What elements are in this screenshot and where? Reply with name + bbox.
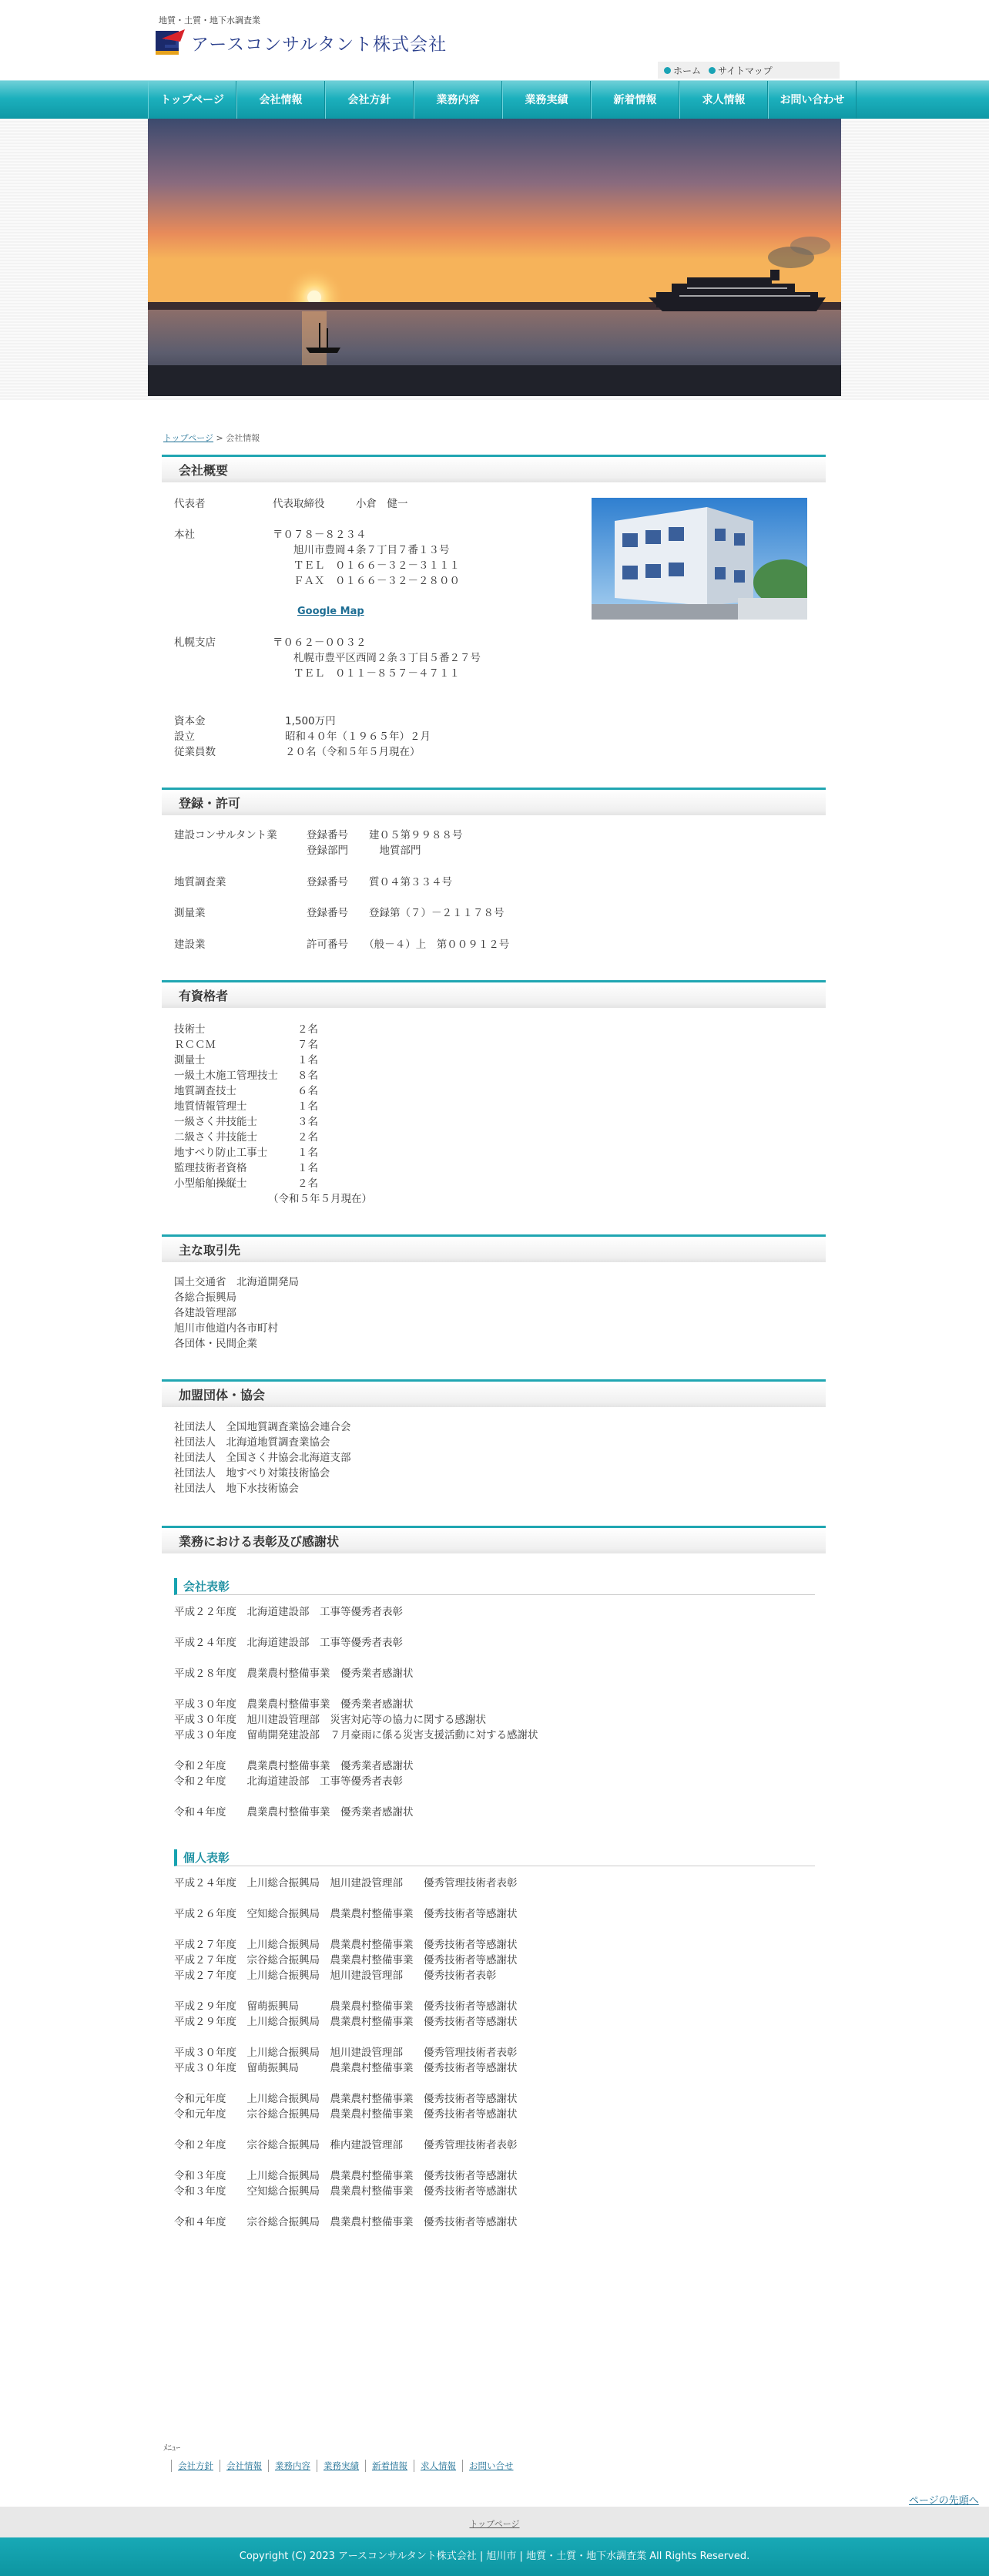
footer-menu-label: ﾒﾆｭｰ bbox=[163, 2443, 180, 2453]
nav-company-info[interactable]: 会社情報 bbox=[236, 81, 325, 119]
site-logo[interactable] bbox=[154, 28, 447, 57]
award-entry: 平成３０年度 農業農村整備事業 優秀業者感謝状 平成３０年度 旭川建設管理部 災害対応等の協力に関する感謝状 平成３０年度 留萌開発建設部 ７月豪雨に係る災害支援活動に対する感謝状 bbox=[174, 1698, 538, 1741]
section-heading-associations: 加盟団体・協会 bbox=[162, 1379, 826, 1407]
nav-news[interactable]: 新着情報 bbox=[591, 81, 679, 119]
breadcrumb bbox=[163, 432, 260, 444]
footer-link-recruit[interactable]: 求人情報 bbox=[414, 2460, 462, 2472]
qualification-name: 一級さく井技能士 bbox=[174, 1116, 257, 1128]
hq-label: 本社 bbox=[174, 529, 195, 541]
footer-link-policy[interactable]: 会社方針 bbox=[171, 2460, 220, 2472]
qualification-count: ６名 bbox=[297, 1085, 318, 1097]
qualification-count: ２名 bbox=[297, 1131, 318, 1144]
sitemap-link[interactable]: サイトマップ bbox=[709, 64, 773, 77]
section-heading-overview: 会社概要 bbox=[162, 455, 826, 482]
capital-label: 資本金 bbox=[174, 715, 206, 727]
section-heading-registration: 登録・許可 bbox=[162, 788, 826, 815]
qualification-count: １名 bbox=[297, 1054, 318, 1066]
founded-label: 設立 bbox=[174, 730, 195, 743]
hero-sunset-image bbox=[148, 119, 841, 396]
branch-label: 札幌支店 bbox=[174, 636, 216, 649]
award-entry: 平成２２年度 北海道建設部 工事等優秀者表彰 bbox=[174, 1606, 403, 1618]
award-entry: 平成２８年度 農業農村整備事業 優秀業者感謝状 bbox=[174, 1668, 414, 1680]
award-entry: 令和４年度 宗谷総合振興局 農業農村整備事業 優秀技術者等感謝状 bbox=[174, 2216, 518, 2228]
qualification-count: １名 bbox=[297, 1162, 318, 1174]
office-building-photo bbox=[592, 498, 807, 620]
footer-link-results[interactable]: 業務実績 bbox=[317, 2460, 365, 2472]
site-header bbox=[0, 0, 989, 80]
global-nav bbox=[0, 80, 989, 119]
award-entry: 令和４年度 農業農村整備事業 優秀業者感謝状 bbox=[174, 1806, 414, 1819]
footer-top-bar bbox=[0, 2507, 989, 2537]
hero-area bbox=[0, 119, 989, 400]
company-name: アースコンサルタント株式会社 bbox=[191, 34, 448, 55]
company-logo-mark-icon bbox=[154, 28, 186, 57]
employees-value: ２０名（令和５年５月現在） bbox=[285, 746, 421, 758]
home-bullet-icon bbox=[664, 67, 671, 74]
registration-label-consultant: 建設コンサルタント業 bbox=[174, 829, 277, 841]
breadcrumb-home-link[interactable]: トップページ bbox=[163, 433, 214, 443]
subheading-personal-awards: 個人表彰 bbox=[174, 1849, 815, 1866]
award-entry: 平成３０年度 上川総合振興局 旭川建設管理部 優秀管理技術者表彰 平成３０年度 留萌振興局 農業農村整備事業 優秀技術者等感謝状 bbox=[174, 2047, 518, 2074]
qualification-name: 監理技術者資格 bbox=[174, 1162, 247, 1174]
qualification-name: 地すべり防止工事士 bbox=[174, 1147, 268, 1159]
award-entry: 平成２４年度 上川総合振興局 旭川建設管理部 優秀管理技術者表彰 bbox=[174, 1877, 518, 1889]
footer-nav bbox=[171, 2460, 520, 2472]
registration-value-consultant: 登録番号 建０５第９９８８号 登録部門 地質部門 bbox=[307, 829, 463, 857]
qualification-count: １名 bbox=[297, 1100, 318, 1113]
utility-links bbox=[658, 62, 840, 79]
founded-value: 昭和４０年（１９６５年）２月 bbox=[285, 730, 431, 743]
qualification-count: ３名 bbox=[297, 1116, 318, 1128]
breadcrumb-current: 会社情報 bbox=[226, 433, 260, 443]
award-entry: 令和２年度 農業農村整備事業 優秀業者感謝状 令和２年度 北海道建設部 工事等優秀者表彰 bbox=[174, 1760, 414, 1788]
registration-value-geo: 登録番号 質０４第３３４号 bbox=[307, 876, 452, 888]
clients-list: 国土交通省 北海道開発局 各総合振興局 各建設管理部 旭川市他道内各市町村 各団体・民間企業 bbox=[174, 1276, 299, 1350]
qualified-note: （令和５年５月現在） bbox=[268, 1193, 372, 1205]
employees-label: 従業員数 bbox=[174, 746, 216, 758]
award-entry: 令和２年度 宗谷総合振興局 稚内建設管理部 優秀管理技術者表彰 bbox=[174, 2139, 518, 2151]
qualification-count: ２名 bbox=[297, 1177, 318, 1190]
section-heading-clients: 主な取引先 bbox=[162, 1234, 826, 1262]
qualification-name: 一級土木施工管理技士 bbox=[174, 1070, 278, 1082]
sitemap-bullet-icon bbox=[709, 67, 716, 74]
branch-address: 〒０６２－００３２ 札幌市豊平区西岡２条３丁目５番２７号 ＴＥＬ ０１１－８５７－４７１１ bbox=[273, 636, 481, 680]
qualification-name: 地質調査技士 bbox=[174, 1085, 236, 1097]
award-entry: 平成２７年度 上川総合振興局 農業農村整備事業 優秀技術者等感謝状 平成２７年度 宗谷総合振興局 農業農村整備事業 優秀技術者等感謝状 平成２７年度 上川総合振興局 旭川建設管理部 優秀技術者表彰 bbox=[174, 1939, 518, 1982]
rep-label: 代表者 bbox=[174, 498, 206, 510]
qualification-name: 地質情報管理士 bbox=[174, 1100, 247, 1113]
registration-label-construction: 建設業 bbox=[174, 939, 206, 951]
registration-label-survey: 測量業 bbox=[174, 907, 206, 919]
nav-contact[interactable]: お問い合わせ bbox=[768, 81, 857, 119]
award-entry: 令和元年度 上川総合振興局 農業農村整備事業 優秀技術者等感謝状 令和元年度 宗谷総合振興局 農業農村整備事業 優秀技術者等感謝状 bbox=[174, 2093, 518, 2121]
hq-address: 〒０７８－８２３４ 旭川市豊岡４条７丁目７番１３号 ＴＥＬ ０１６６－３２－３１１１ ＦＡＸ ０１６６－３２－２８００ bbox=[273, 529, 460, 587]
footer-toppage-link[interactable]: トップページ bbox=[469, 2519, 520, 2529]
award-entry: 平成２６年度 空知総合振興局 農業農村整備事業 優秀技術者等感謝状 bbox=[174, 1908, 518, 1920]
qualification-name: 測量士 bbox=[174, 1054, 206, 1066]
rep-value: 代表取締役 小倉 健一 bbox=[273, 498, 408, 510]
qualification-name: 小型船舶操縦士 bbox=[174, 1177, 247, 1190]
qualification-count: ８名 bbox=[297, 1070, 318, 1082]
section-heading-qualified: 有資格者 bbox=[162, 980, 826, 1008]
qualification-count: １名 bbox=[297, 1147, 318, 1159]
page-top-link[interactable]: ページの先頭へ bbox=[909, 2495, 979, 2507]
capital-value: 1,500万円 bbox=[285, 715, 336, 727]
nav-recruit[interactable]: 求人情報 bbox=[679, 81, 768, 119]
award-entry: 平成２９年度 留萌振興局 農業農村整備事業 優秀技術者等感謝状 平成２９年度 上川総合振興局 農業農村整備事業 優秀技術者等感謝状 bbox=[174, 2000, 518, 2028]
associations-list: 社団法人 全国地質調査業協会連合会 社団法人 北海道地質調査業協会 社団法人 全国さく井協会北海道支部 社団法人 地すべり対策技術協会 社団法人 地下水技術協会 bbox=[174, 1421, 351, 1495]
registration-label-geo: 地質調査業 bbox=[174, 876, 226, 888]
qualification-count: ７名 bbox=[297, 1039, 318, 1051]
registration-value-survey: 登録番号 登録第（７）－２１１７８号 bbox=[307, 907, 505, 919]
footer-link-contact[interactable]: お問い合せ bbox=[462, 2460, 520, 2472]
site-tagline: 地質・土質・地下水調査業 bbox=[159, 15, 260, 25]
award-entry: 令和３年度 上川総合振興局 農業農村整備事業 優秀技術者等感謝状 令和３年度 空知総合振興局 農業農村整備事業 優秀技術者等感謝状 bbox=[174, 2170, 518, 2198]
breadcrumb-separator: > bbox=[213, 433, 226, 443]
nav-services[interactable]: 業務内容 bbox=[414, 81, 502, 119]
nav-top[interactable]: トップページ bbox=[148, 81, 236, 119]
footer-link-company[interactable]: 会社情報 bbox=[220, 2460, 268, 2472]
footer-link-services[interactable]: 業務内容 bbox=[268, 2460, 317, 2472]
copyright: Copyright (C) 2023 アースコンサルタント株式会社 | 旭川市 | 地質・土質・地下水調査業 All Rights Reserved. bbox=[0, 2537, 989, 2576]
qualification-count: ２名 bbox=[297, 1023, 318, 1036]
google-map-link[interactable]: Google Map bbox=[297, 606, 364, 617]
footer-link-news[interactable]: 新着情報 bbox=[365, 2460, 414, 2472]
home-link[interactable]: ホーム bbox=[664, 64, 701, 77]
registration-value-construction: 許可番号 （般－４）上 第００９１２号 bbox=[307, 939, 510, 951]
qualification-name: 二級さく井技能士 bbox=[174, 1131, 257, 1144]
subheading-company-awards: 会社表彰 bbox=[174, 1578, 815, 1595]
nav-results[interactable]: 業務実績 bbox=[502, 81, 591, 119]
qualification-name: 技術士 bbox=[174, 1023, 206, 1036]
section-heading-awards: 業務における表彰及び感謝状 bbox=[162, 1526, 826, 1553]
award-entry: 平成２４年度 北海道建設部 工事等優秀者表彰 bbox=[174, 1637, 403, 1649]
qualification-name: ＲＣＣＭ bbox=[174, 1039, 216, 1051]
nav-policy[interactable]: 会社方針 bbox=[325, 81, 414, 119]
